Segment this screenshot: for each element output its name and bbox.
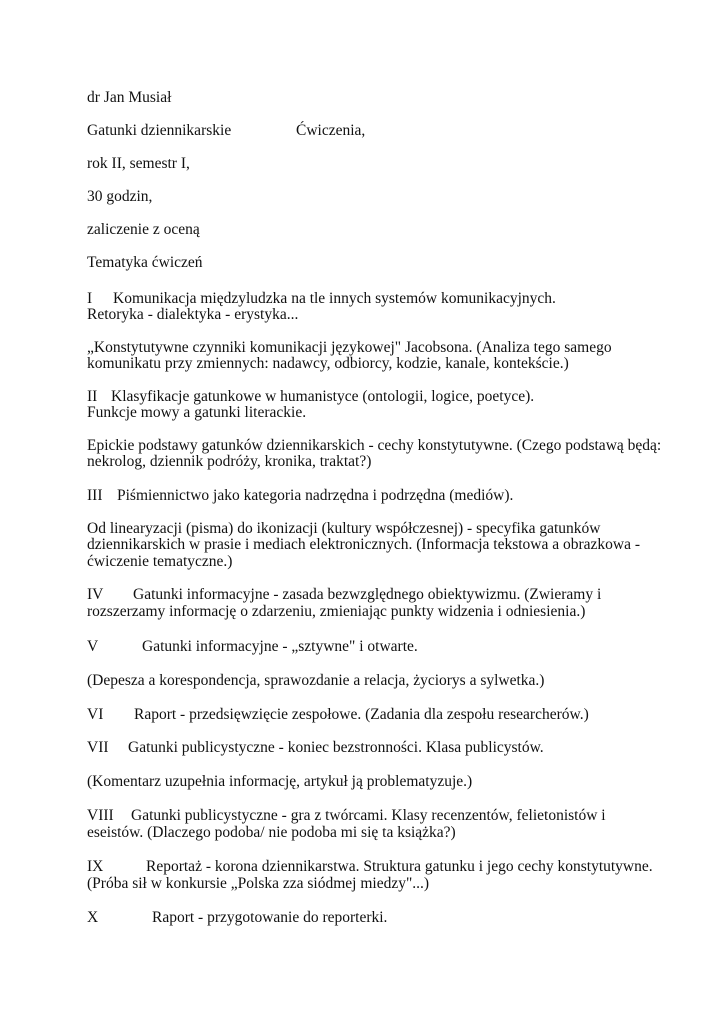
topics-heading: Tematyka ćwiczeń	[87, 254, 203, 271]
section-7-title: Gatunki publicystyczne - koniec bezstronności. Klasa publicystów.	[128, 739, 544, 756]
section-6-number: VI	[87, 706, 104, 723]
section-9-title: Reportaż - korona dziennikarstwa. Struktura gatunku i jego cechy konstytutywne.	[146, 858, 653, 875]
section-4-line2: rozszerzamy informację o zdarzeniu, zmieniając punkty widzenia i odniesienia.)	[87, 603, 586, 620]
section-8-number: VIII	[87, 807, 114, 824]
section-2-paragraph-line1: Epickie podstawy gatunków dziennikarskich - cechy konstytutywne. (Czego podstawą będą:	[87, 437, 662, 454]
course-title: Gatunki dziennikarskie	[87, 122, 232, 139]
section-2-number: II	[87, 388, 98, 405]
section-3-title: Piśmiennictwo jako kategoria nadrzędna i podrzędna (mediów).	[117, 487, 514, 504]
section-4-number: IV	[87, 586, 104, 603]
section-2-title: Klasyfikacje gatunkowe w humanistyce (ontologii, logice, poetyce).	[111, 388, 535, 405]
section-2-line2: Funkcje mowy a gatunki literackie.	[87, 404, 307, 421]
section-7-number: VII	[87, 739, 109, 756]
section-2-paragraph-line2: nekrolog, dziennik podróży, kronika, traktat?)	[87, 453, 372, 470]
section-7-paragraph: (Komentarz uzupełnia informację, artykuł ją problematyzuje.)	[87, 773, 473, 790]
section-3-paragraph-line1: Od linearyzacji (pisma) do ikonizacji (kultury współczesnej) - specyfika gatunków	[87, 520, 601, 537]
section-9-number: IX	[87, 858, 104, 875]
section-8-line2: eseistów. (Dlaczego podoba/ nie podoba mi się ta książka?)	[87, 824, 456, 841]
hours: 30 godzin,	[87, 188, 153, 205]
section-3-paragraph-line2: dziennikarskich w prasie i mediach elektronicznych. (Informacja tekstowa a obrazkowa -	[87, 536, 641, 553]
section-6-title: Raport - przedsięwzięcie zespołowe. (Zadania dla zespołu researcherów.)	[134, 706, 589, 723]
section-1-title: Komunikacja międzyludzka na tle innych systemów komunikacyjnych.	[113, 290, 556, 307]
section-5-number: V	[87, 638, 99, 655]
section-8-title: Gatunki publicystyczne - gra z twórcami. Klasy recenzentów, felietonistów i	[131, 807, 606, 824]
section-9-line2: (Próba sił w konkursie „Polska zza siódmej miedzy"...)	[87, 875, 430, 892]
section-1-paragraph-line1: „Konstytutywne czynniki komunikacji językowej" Jacobsona. (Analiza tego samego	[87, 339, 612, 356]
year-semester: rok II, semestr I,	[87, 155, 190, 172]
section-3-number: III	[87, 487, 103, 504]
author-name: dr Jan Musiał	[87, 89, 172, 106]
section-5-paragraph: (Depesza a korespondencja, sprawozdanie a relacja, życiorys a sylwetka.)	[87, 672, 545, 689]
section-10-title: Raport - przygotowanie do reporterki.	[152, 909, 388, 926]
credit-type: zaliczenie z oceną	[87, 221, 200, 238]
course-type: Ćwiczenia,	[296, 122, 366, 139]
section-3-paragraph-line3: ćwiczenie tematyczne.)	[87, 553, 233, 570]
section-4-title: Gatunki informacyjne - zasada bezwzględnego obiektywizmu. (Zwieramy i	[133, 586, 602, 603]
section-5-title: Gatunki informacyjne - „sztywne" i otwarte.	[142, 638, 418, 655]
section-1-paragraph-line2: komunikatu przy zmiennych: nadawcy, odbiorcy, kodzie, kanale, kontekście.)	[87, 355, 569, 372]
section-1-line2: Retoryka - dialektyka - erystyka...	[87, 306, 299, 323]
section-10-number: X	[87, 909, 99, 926]
section-1-number: I	[87, 290, 93, 307]
